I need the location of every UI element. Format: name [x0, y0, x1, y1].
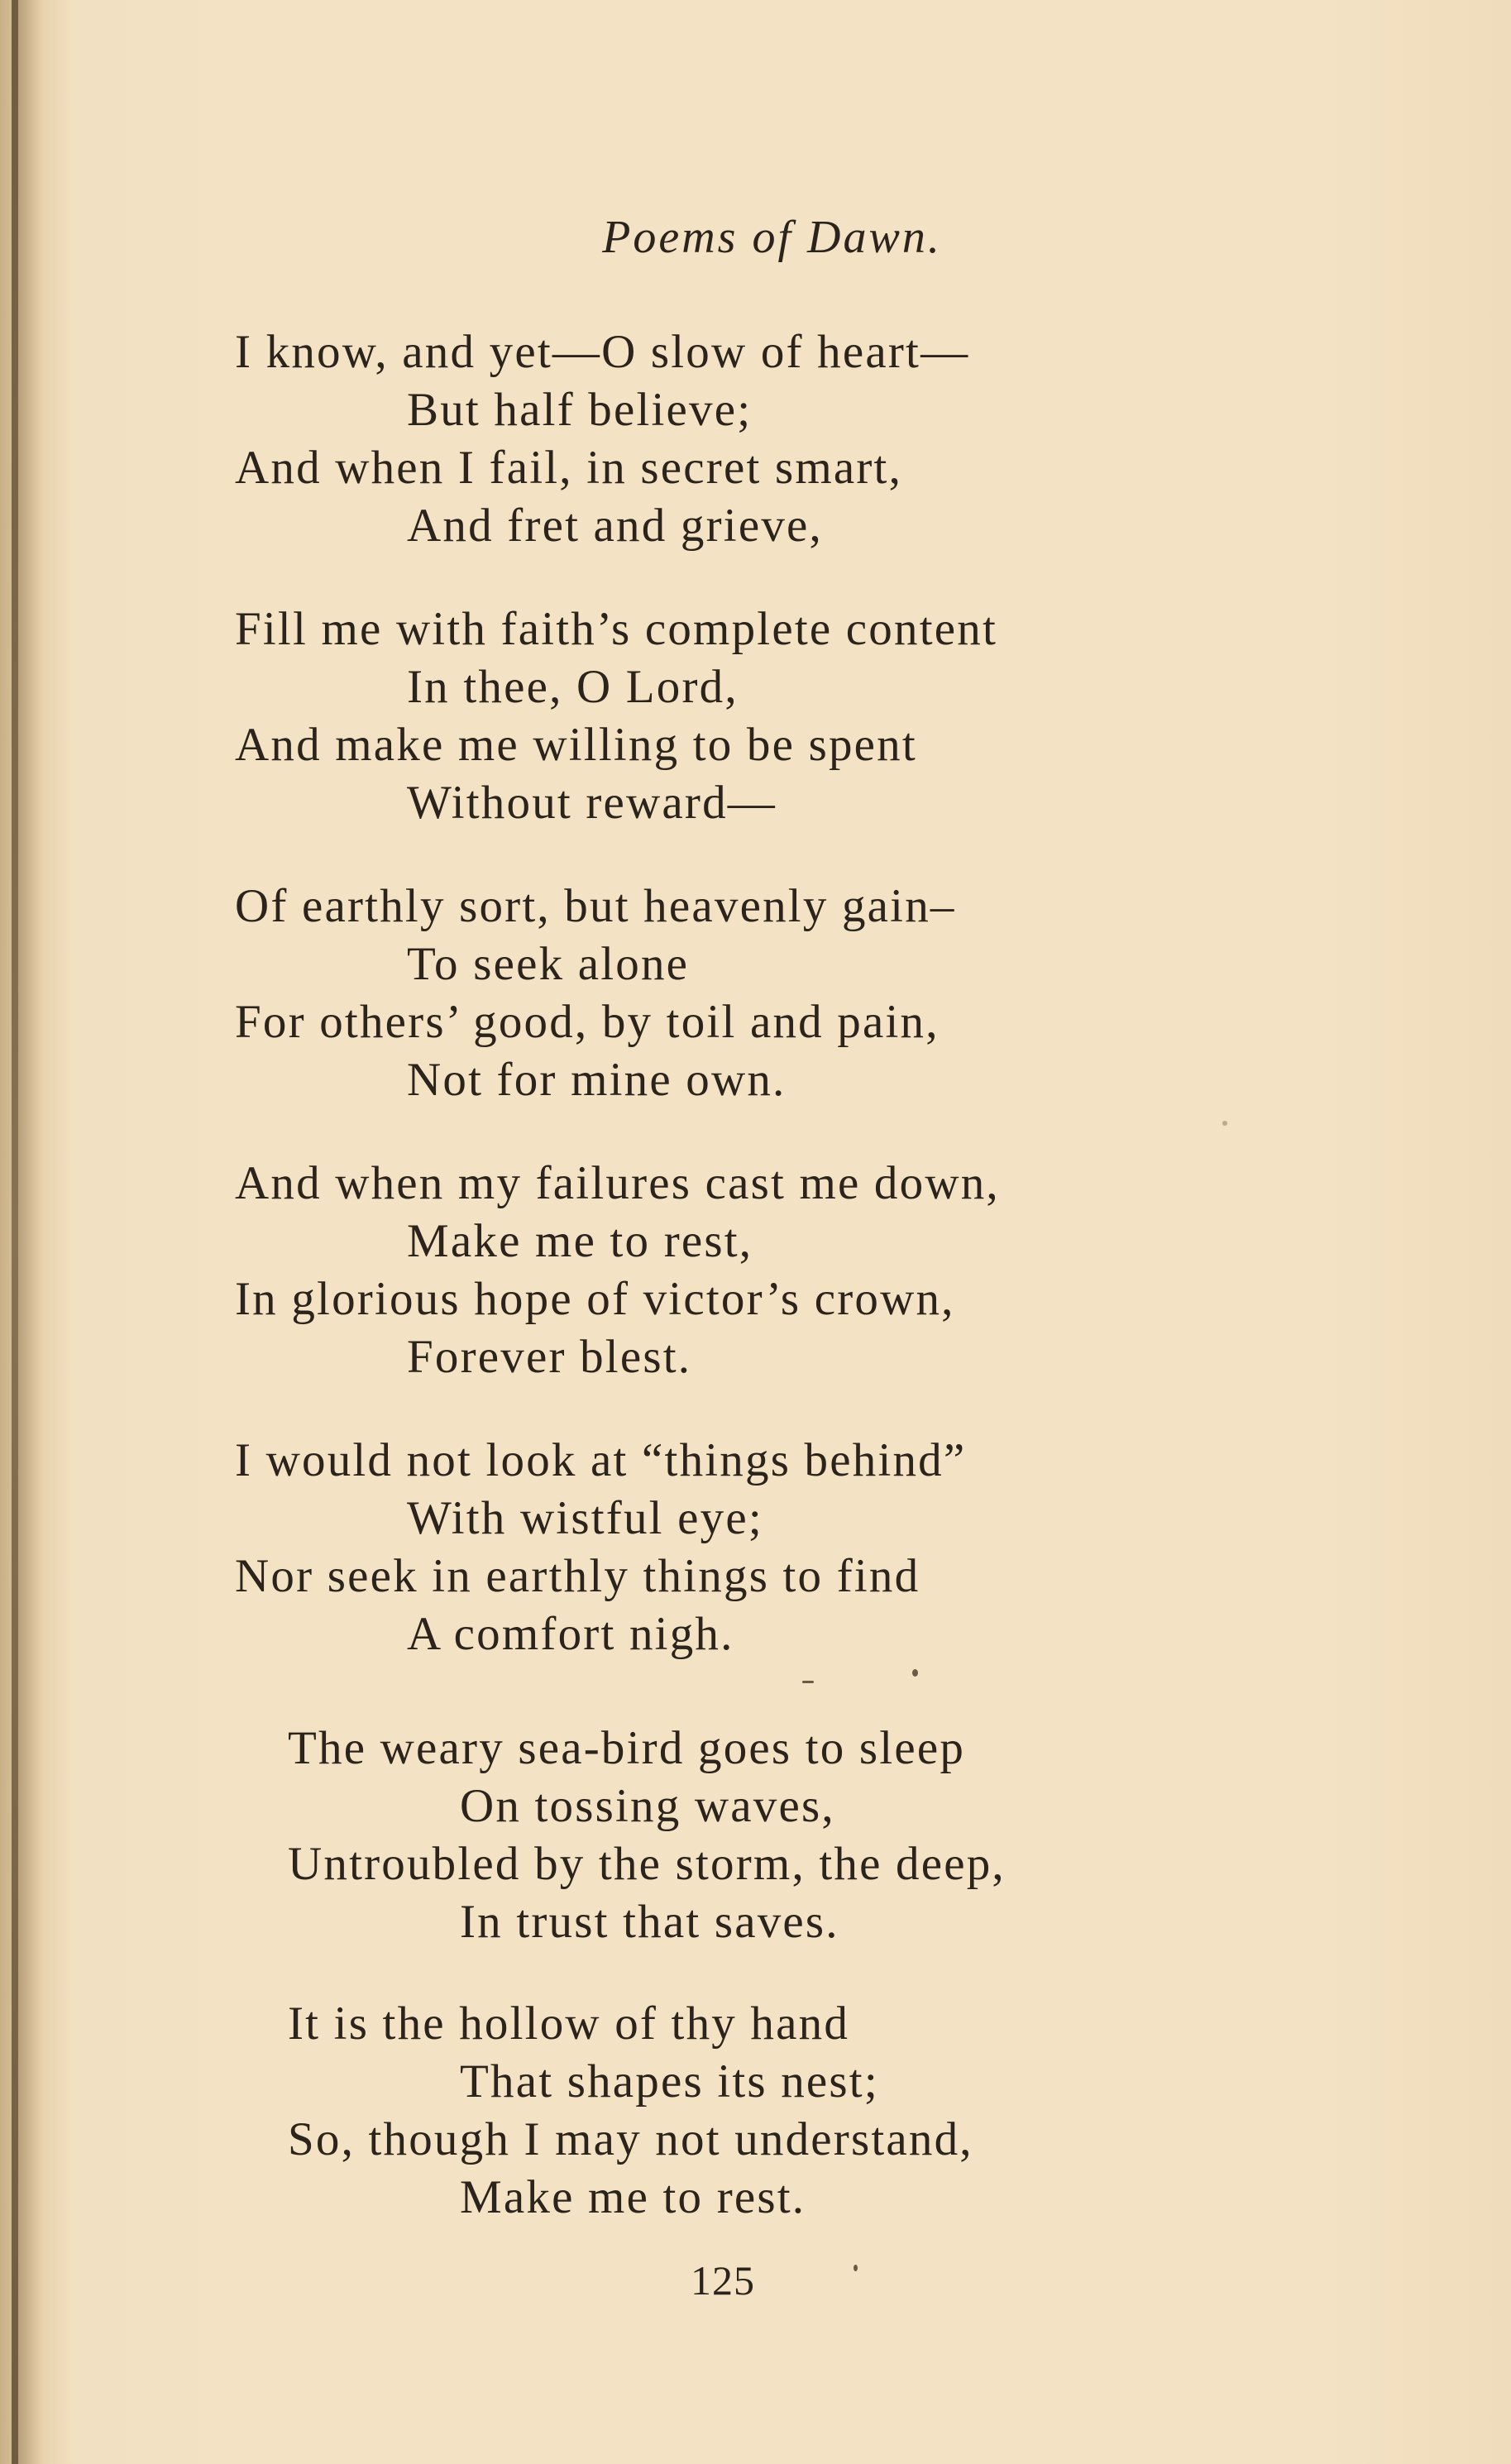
poem-line: With wistful eye; [407, 1492, 763, 1544]
poem-line: Nor seek in earthly things to find [235, 1550, 920, 1602]
poem-line: Of earthly sort, but heavenly gain– [235, 880, 956, 932]
poem-line: In thee, O Lord, [407, 661, 739, 713]
ink-speck [912, 1669, 918, 1677]
page-number: 125 [691, 2257, 755, 2304]
poem-line: A comfort nigh. [407, 1608, 734, 1660]
poem-line: It is the hollow of thy hand [288, 1998, 850, 2050]
binding-edge [12, 0, 18, 2464]
poem-line: And make me willing to be spent [235, 719, 917, 771]
poem-line: Fill me with faith’s complete content [235, 603, 997, 655]
poem-line: And when I fail, in secret smart, [235, 442, 903, 494]
poem-line: So, though I may not understand, [288, 2113, 973, 2165]
poem-line: For others’ good, by toil and pain, [235, 996, 940, 1048]
ink-speck [802, 1681, 814, 1683]
poem-line: And fret and grieve, [407, 500, 823, 552]
poem-line: But half believe; [407, 384, 753, 436]
poem-line: Untroubled by the storm, the deep, [288, 1838, 1006, 1890]
poem-line: Forever blest. [407, 1331, 692, 1383]
poem-line: That shapes its nest; [460, 2055, 879, 2108]
poem-line: The weary sea-bird goes to sleep [288, 1722, 966, 1774]
ink-speck [854, 2265, 858, 2271]
poem-line: I would not look at “things behind” [235, 1434, 967, 1486]
poem-line: In trust that saves. [460, 1896, 839, 1948]
poem-line: Not for mine own. [407, 1054, 787, 1106]
poem-line: In glorious hope of victor’s crown, [235, 1273, 955, 1325]
binding-shadow [18, 0, 43, 2464]
poem-line: Without reward— [407, 777, 777, 829]
poem-line: Make me to rest, [407, 1215, 753, 1267]
poem-line: To seek alone [407, 938, 690, 990]
poem-line: Make me to rest. [460, 2171, 806, 2223]
poem-line: I know, and yet—O slow of heart— [235, 326, 970, 378]
ink-speck [1222, 1121, 1227, 1126]
running-head: Poems of Dawn. [602, 212, 942, 263]
poem-line: And when my failures cast me down, [235, 1157, 1000, 1209]
poem-line: On tossing waves, [460, 1780, 835, 1832]
